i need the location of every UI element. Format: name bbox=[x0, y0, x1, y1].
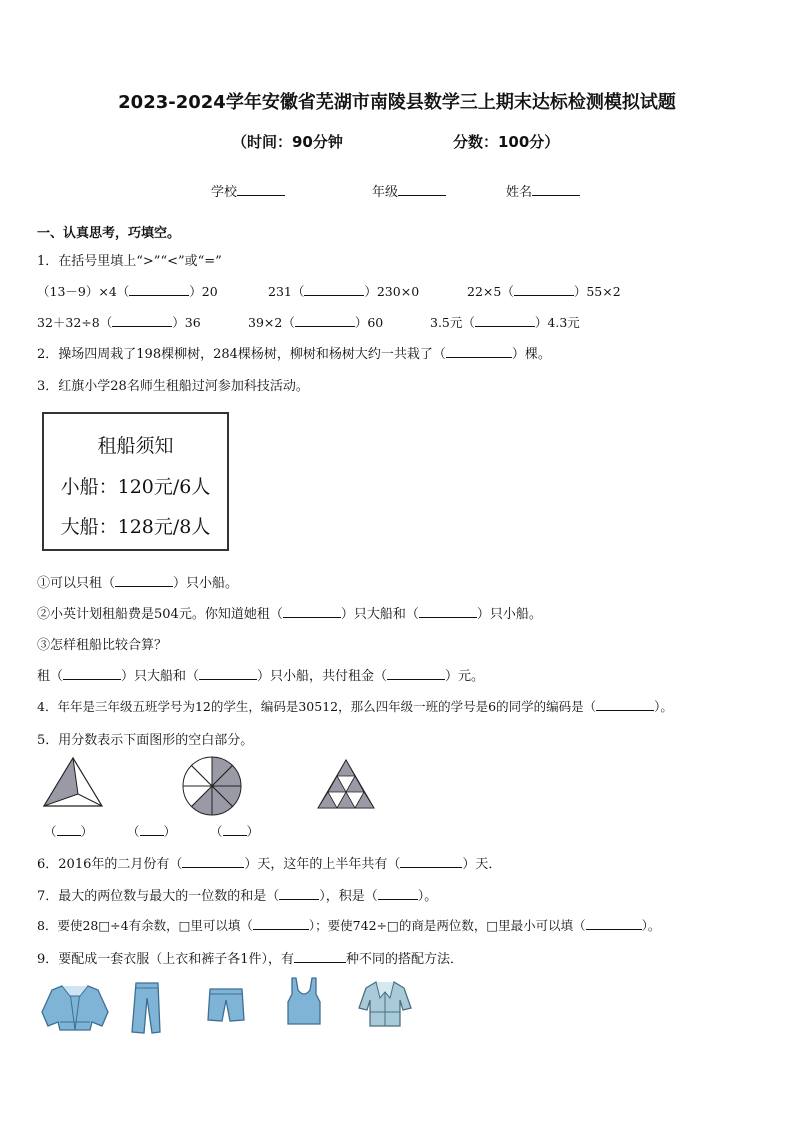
q1-item-right: ）60 bbox=[354, 315, 384, 330]
q1-item bbox=[37, 313, 201, 331]
q9-text: 9．要配成一套衣服（上衣和裤子各1件），有 bbox=[37, 952, 295, 967]
q3-part-4 bbox=[37, 665, 484, 684]
triangle-grid-figure bbox=[316, 758, 376, 810]
grade-label: 年级 bbox=[372, 185, 399, 200]
question-7 bbox=[37, 885, 437, 904]
question-1-stem: 1．在括号里填上“>”“<”或“=” bbox=[37, 254, 222, 269]
question-2 bbox=[37, 343, 551, 362]
q3-p1-text: ①可以只租（ bbox=[37, 576, 116, 591]
exam-time: （时间：90分钟 bbox=[232, 133, 343, 151]
name-label: 姓名 bbox=[506, 185, 533, 200]
section-heading: 一、认真思考，巧填空。 bbox=[37, 226, 181, 241]
q4-text: 4．年年是三年级五班学号为12的学生，编码是30512，那么四年级一班的学号是6的同学的编码是（ bbox=[37, 699, 597, 714]
q1-item bbox=[248, 313, 383, 331]
q3-p4-text: 租（ bbox=[37, 669, 64, 684]
q1-item-left: 39×2（ bbox=[248, 315, 295, 330]
q2-text-end: ）棵。 bbox=[511, 347, 551, 362]
answer-blank[interactable] bbox=[57, 824, 81, 836]
answer-blank[interactable] bbox=[586, 918, 642, 930]
notice-title: 租船须知 bbox=[97, 435, 174, 457]
q7-text-end: ）。 bbox=[417, 889, 438, 904]
pants-icon bbox=[126, 980, 166, 1036]
q4-text-end: ）。 bbox=[654, 699, 673, 714]
q1-item-right: ）230×0 bbox=[364, 284, 420, 299]
q3-p2-text: ②小英计划租船费是504元。你知道她租（ bbox=[37, 607, 283, 622]
q6-text: 6．2016年的二月份有（ bbox=[37, 857, 183, 872]
q9-text-end: 种不同的搭配方法． bbox=[346, 952, 464, 967]
answer-blank[interactable] bbox=[378, 888, 418, 900]
answer-blank[interactable] bbox=[514, 284, 574, 296]
notice-small-boat: 小船：120元/6人 bbox=[60, 476, 211, 498]
q5-answer-open: （ bbox=[44, 824, 57, 839]
page-title: 2023-2024学年安徽省芜湖市南陵县数学三上期末达标检测模拟试题 bbox=[118, 92, 676, 113]
q3-part-2 bbox=[37, 603, 542, 622]
q2-text: 2．操场四周栽了198棵柳树，284棵杨树，柳树和杨树大约一共栽了（ bbox=[37, 347, 446, 362]
answer-blank[interactable] bbox=[419, 606, 477, 618]
q1-item bbox=[430, 313, 580, 331]
answer-blank[interactable] bbox=[129, 284, 189, 296]
q3-p4-text-end: ）元。 bbox=[445, 669, 485, 684]
boat-rental-notice bbox=[42, 412, 229, 551]
q1-item-right: ）55×2 bbox=[573, 284, 621, 299]
question-6 bbox=[37, 853, 501, 872]
q1-item-right: ）36 bbox=[172, 315, 201, 330]
q3-part-1 bbox=[37, 572, 238, 591]
circle-fraction-figure bbox=[181, 755, 243, 817]
name-input-line[interactable] bbox=[532, 183, 580, 196]
answer-blank[interactable] bbox=[115, 575, 173, 587]
grade-field bbox=[372, 181, 446, 200]
q1-item bbox=[37, 282, 218, 300]
triangle-fraction-figure bbox=[40, 756, 106, 810]
grade-input-line[interactable] bbox=[398, 183, 446, 196]
answer-blank[interactable] bbox=[140, 824, 164, 836]
name-field bbox=[506, 181, 580, 200]
q5-answer-close: ） bbox=[246, 824, 260, 839]
answer-blank[interactable] bbox=[112, 315, 172, 327]
answer-blank[interactable] bbox=[400, 856, 462, 868]
q3-p4-text-b: ）只大船和（ bbox=[121, 669, 200, 684]
answer-blank[interactable] bbox=[279, 888, 319, 900]
answer-blank[interactable] bbox=[182, 856, 244, 868]
answer-blank[interactable] bbox=[283, 606, 341, 618]
question-3-stem: 3．红旗小学28名师生租船过河参加科技活动。 bbox=[37, 379, 309, 394]
shorts-icon bbox=[204, 986, 248, 1026]
q3-p2-text-mid: ）只大船和（ bbox=[340, 607, 419, 622]
school-label: 学校 bbox=[211, 185, 238, 200]
q7-text-mid: ），积是（ bbox=[319, 889, 378, 904]
school-field bbox=[211, 181, 285, 200]
answer-blank[interactable] bbox=[295, 315, 355, 327]
vest-icon bbox=[284, 976, 324, 1028]
q1-item-left: 231（ bbox=[268, 284, 305, 299]
exam-score: 分数：100分） bbox=[453, 133, 560, 151]
q8-text: 8．要使28□÷4有余数，□里可以填（ bbox=[37, 918, 253, 933]
q1-item-right: ）4.3元 bbox=[534, 315, 580, 330]
answer-blank[interactable] bbox=[253, 918, 309, 930]
q5-answer-open: （ bbox=[127, 824, 140, 839]
question-8 bbox=[37, 916, 660, 934]
coat-icon bbox=[356, 978, 414, 1030]
q6-text-mid: ）天，这年的上半年共有（ bbox=[244, 857, 401, 872]
answer-blank[interactable] bbox=[304, 284, 364, 296]
answer-blank[interactable] bbox=[63, 668, 121, 680]
q1-item bbox=[467, 282, 621, 300]
q5-answer-close: ） bbox=[80, 824, 94, 839]
answer-blank[interactable] bbox=[596, 699, 654, 711]
q6-text-end: ）天． bbox=[462, 857, 502, 872]
q5-answer-1 bbox=[44, 822, 93, 840]
q1-item bbox=[268, 282, 419, 300]
q1-item-left: 22×5（ bbox=[467, 284, 514, 299]
notice-big-boat: 大船：128元/8人 bbox=[60, 516, 211, 538]
q5-answer-3 bbox=[210, 822, 259, 840]
q3-p2-text-end: ）只小船。 bbox=[476, 607, 542, 622]
q3-part-3: ③怎样租船比较合算？ bbox=[37, 638, 168, 653]
answer-blank[interactable] bbox=[199, 668, 257, 680]
answer-blank[interactable] bbox=[223, 824, 247, 836]
answer-blank[interactable] bbox=[387, 668, 445, 680]
q1-item-left: 32＋32÷8（ bbox=[37, 315, 113, 330]
q5-answer-close: ） bbox=[163, 824, 177, 839]
q1-item-right: ）20 bbox=[189, 284, 218, 299]
answer-blank[interactable] bbox=[294, 951, 346, 963]
q7-text: 7．最大的两位数与最大的一位数的和是（ bbox=[37, 889, 280, 904]
question-4 bbox=[37, 697, 673, 715]
school-input-line[interactable] bbox=[237, 183, 285, 196]
q8-text-mid: ）；要使742÷□的商是两位数，□里最小可以填（ bbox=[308, 918, 586, 933]
q1-item-left: 3.5元（ bbox=[430, 315, 475, 330]
q3-p1-text-end: ）只小船。 bbox=[173, 576, 239, 591]
q8-text-end: ）。 bbox=[641, 918, 661, 933]
q5-answer-2 bbox=[127, 822, 176, 840]
jacket-icon bbox=[38, 982, 112, 1034]
answer-blank[interactable] bbox=[446, 346, 512, 358]
question-9 bbox=[37, 948, 463, 967]
q5-answer-open: （ bbox=[210, 824, 223, 839]
question-5-stem: 5．用分数表示下面图形的空白部分。 bbox=[37, 733, 254, 748]
q1-item-left: （13－9）×4（ bbox=[37, 284, 130, 299]
q3-p4-text-c: ）只小船，共付租金（ bbox=[257, 669, 388, 684]
answer-blank[interactable] bbox=[475, 315, 535, 327]
